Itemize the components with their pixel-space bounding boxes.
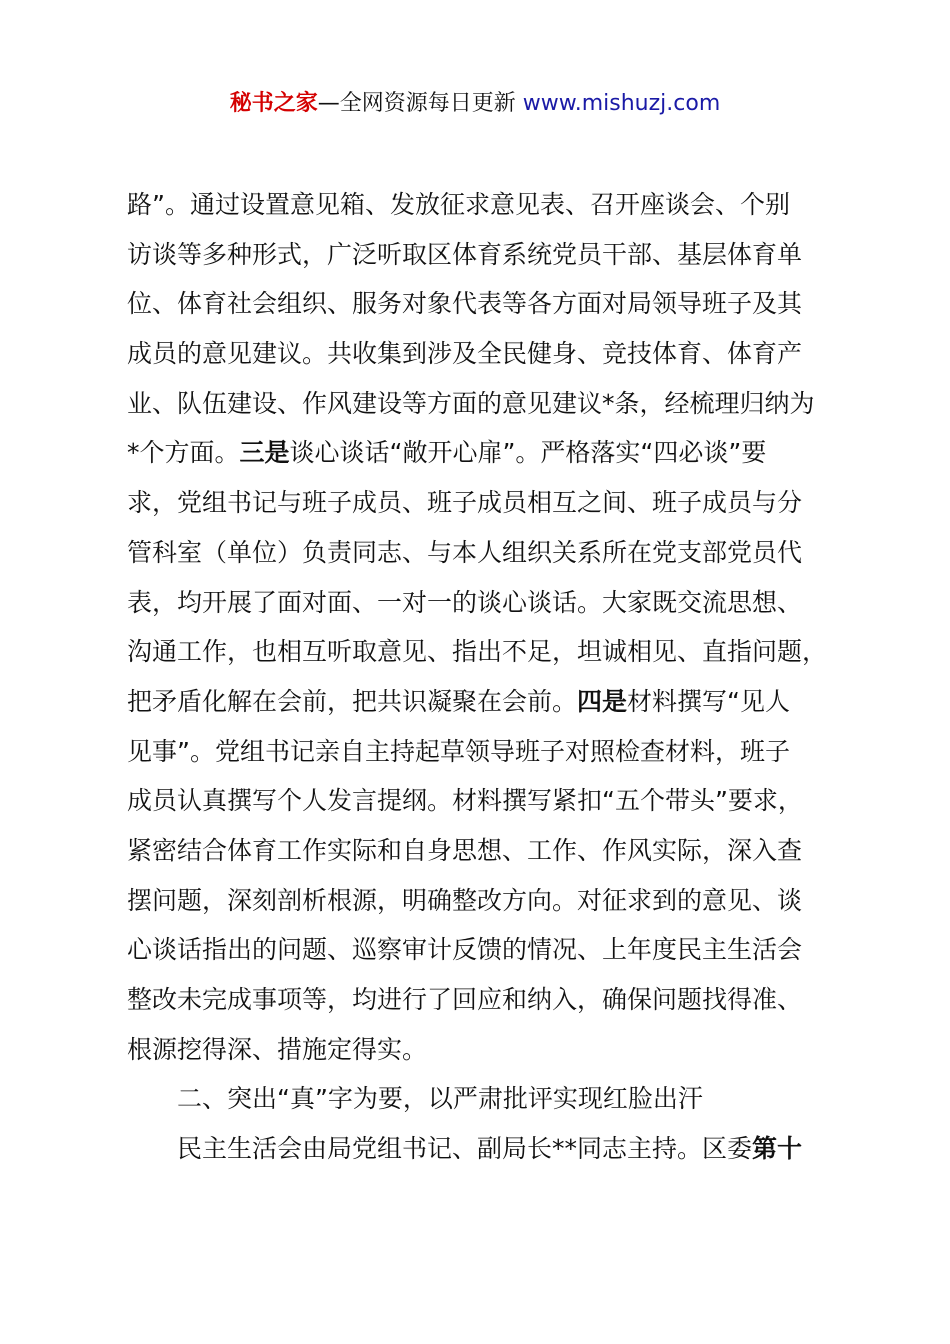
section-heading: 二、突出“真”字为要，以严肃批评实现红脸出汗 xyxy=(177,1084,703,1114)
text-line xyxy=(127,1124,857,1174)
bold-text: 第十 xyxy=(752,1134,803,1164)
text-line: 路”。通过设置意见箱、发放征求意见表、召开座谈会、个别 xyxy=(127,190,790,219)
header-url[interactable]: www.mishuzj.com xyxy=(522,91,721,116)
text-line: 心谈话指出的问题、巡察审计反馈的情况、上年度民主生活会 xyxy=(127,935,803,965)
text-segment: 谈心谈话“敞开心扉”。严格落实“四必谈”要 xyxy=(289,438,767,468)
text-line: 整改未完成事项等，均进行了回应和纳入，确保问题找得准、 xyxy=(127,985,803,1014)
bold-marker-four: 四是 xyxy=(577,686,628,716)
text-line: 管科室（单位）负责同志、与本人组织关系所在党支部党员代 xyxy=(127,537,803,567)
text-line: 见事”。党组书记亲自主持起草领导班子对照检查材料，班子 xyxy=(127,736,790,766)
text-line xyxy=(127,428,857,478)
document-body xyxy=(127,180,857,1174)
text-line: 成员的意见建议。共收集到涉及全民健身、竞技体育、体育产 xyxy=(127,339,803,369)
text-line: 位、体育社会组织、服务对象代表等各方面对局领导班子及其 xyxy=(127,289,803,319)
text-segment: 民主生活会由局党组书记、副局长**同志主持。区委 xyxy=(177,1134,753,1164)
text-line: 业、队伍建设、作风建设等方面的意见建议*条，经梳理归纳为 xyxy=(127,388,815,418)
text-line: 访谈等多种形式，广泛听取区体育系统党员干部、基层体育单 xyxy=(127,239,803,269)
text-segment: 材料撰写“见人 xyxy=(627,686,790,716)
text-line: 表，均开展了面对面、一对一的谈心谈话。大家既交流思想、 xyxy=(127,587,803,617)
text-line: 摆问题，深刻剖析根源，明确整改方向。对征求到的意见、谈 xyxy=(127,885,803,915)
header-brand: 秘书之家 xyxy=(229,91,318,116)
text-line: 求，党组书记与班子成员、班子成员相互之间、班子成员与分 xyxy=(127,488,803,518)
text-line: 沟通工作，也相互听取意见、指出不足，坦诚相见、直指问题， xyxy=(127,637,828,667)
text-line xyxy=(127,677,857,727)
header-slogan: —全网资源每日更新 xyxy=(317,91,523,116)
bold-marker-three: 三是 xyxy=(239,438,290,468)
text-line: 紧密结合体育工作实际和自身思想、工作、作风实际，深入查 xyxy=(127,835,803,865)
text-line: 成员认真撰写个人发言提纲。材料撰写紧扣“五个带头”要求， xyxy=(127,786,803,816)
text-segment: *个方面。 xyxy=(127,438,240,468)
page-header xyxy=(0,86,950,122)
text-line: 根源挖得深、措施定得实。 xyxy=(127,1034,428,1064)
text-segment: 把矛盾化解在会前，把共识凝聚在会前。 xyxy=(127,686,578,716)
